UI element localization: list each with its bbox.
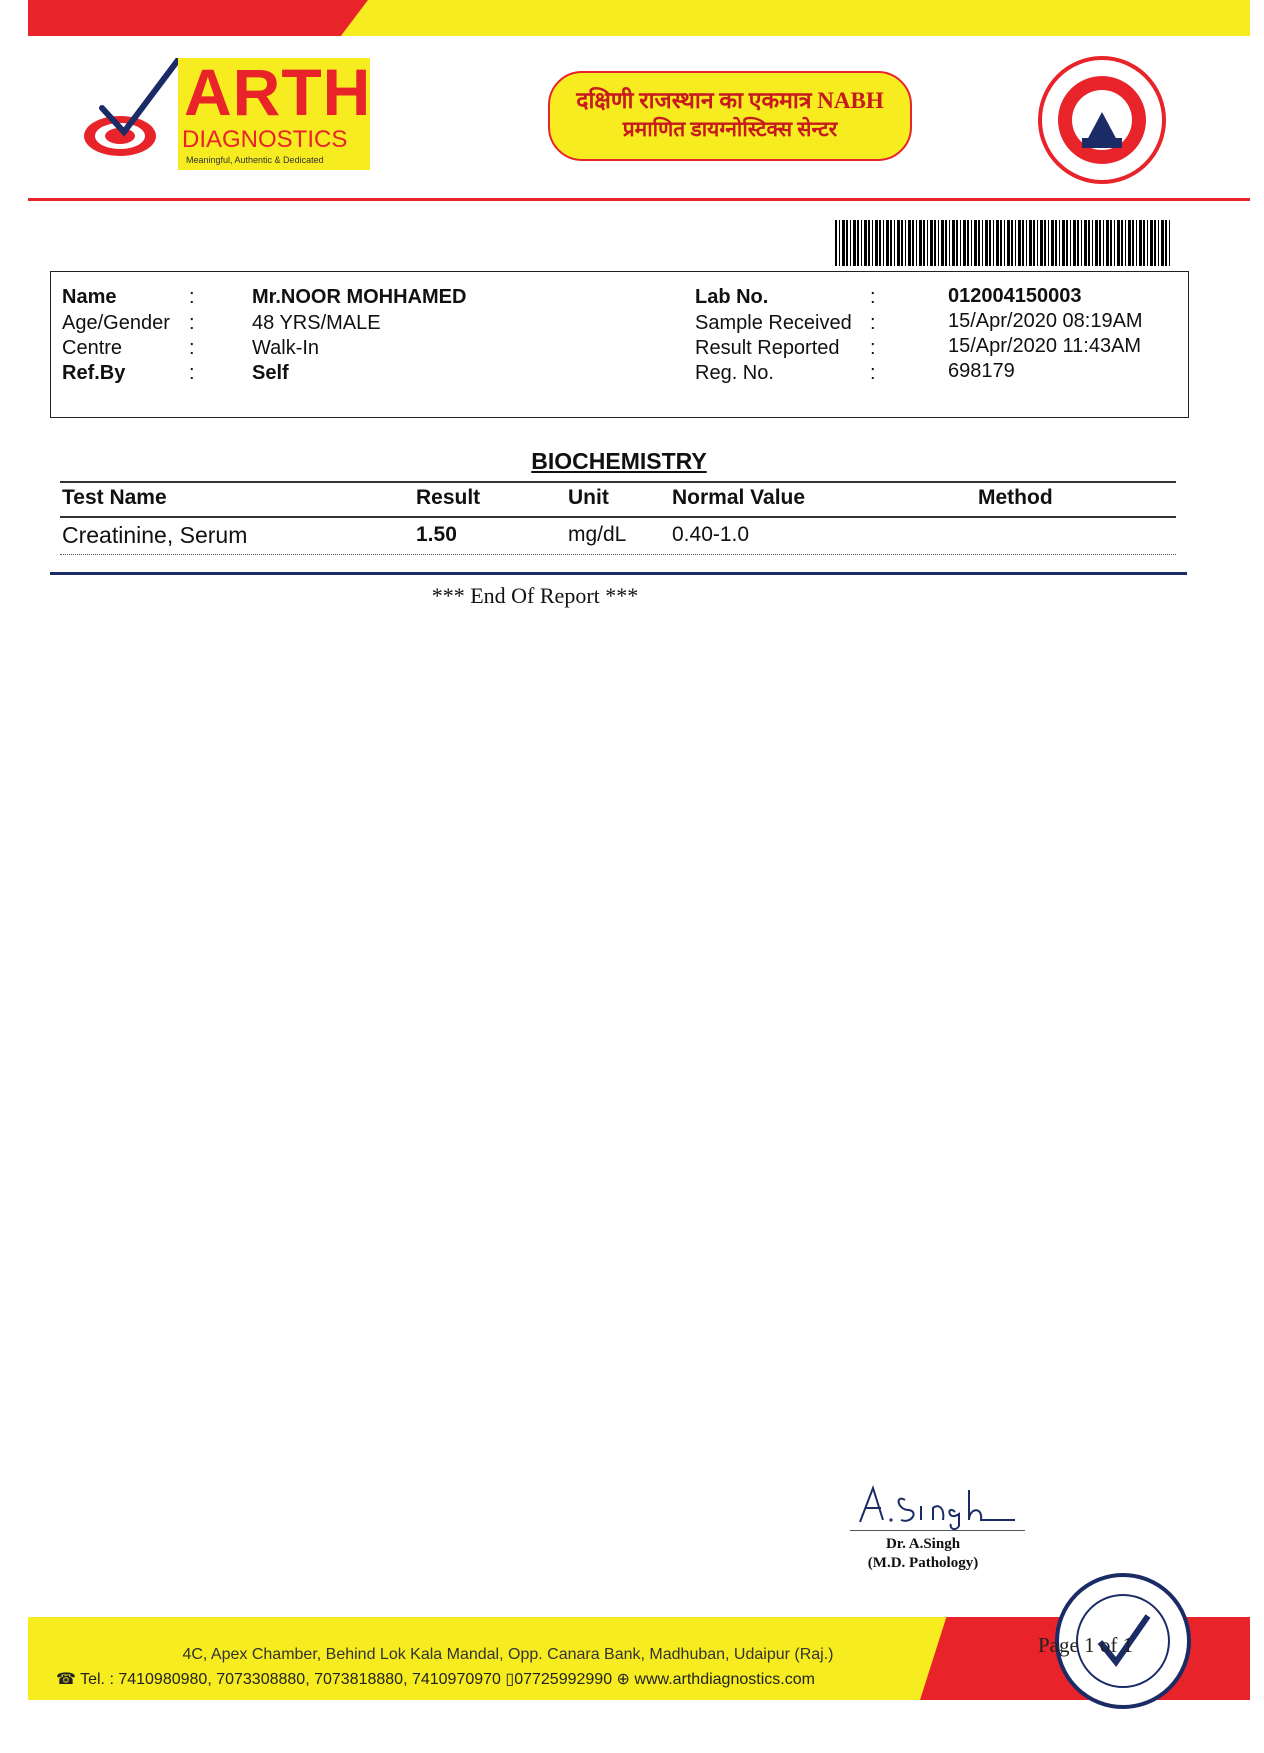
centre-colon: :: [189, 337, 195, 359]
sample-received: 15/Apr/2020 08:19AM: [948, 310, 1143, 332]
brand-subtitle: DIAGNOSTICS: [182, 126, 348, 153]
refby-colon: :: [189, 362, 195, 384]
footer-mobile: 07725992990: [514, 1671, 613, 1688]
banner-line-2: प्रमाणित डायग्नोस्टिक्स सेन्टर: [622, 117, 838, 141]
nabh-seal-icon: [1030, 44, 1180, 194]
received-label: Sample Received: [695, 312, 852, 334]
brand-name: ARTH: [184, 55, 372, 129]
age-colon: :: [189, 312, 195, 334]
footer-tel: Tel. : 7410980980, 7073308880, 7073818880, 7410970970: [80, 1671, 501, 1688]
name-colon: :: [189, 286, 195, 308]
col-test-name: Test Name: [62, 486, 167, 509]
footer-address: 4C, Apex Chamber, Behind Lok Kala Mandal, Opp. Canara Bank, Madhuban, Udaipur (Raj.): [182, 1646, 834, 1663]
row-unit: mg/dL: [568, 523, 627, 546]
barcode: [835, 220, 1170, 266]
target-logo-icon: [80, 58, 180, 168]
banner-line-1: दक्षिणी राजस्थान का एकमात्र NABH: [576, 88, 884, 113]
refby-label: Ref.By: [62, 362, 126, 384]
patient-refby: Self: [252, 362, 289, 384]
table-top-rule: [60, 481, 1176, 483]
col-result: Result: [416, 486, 481, 509]
doctor-name: Dr. A.Singh: [885, 1536, 961, 1552]
received-colon: :: [870, 312, 876, 334]
age-label: Age/Gender: [62, 312, 170, 334]
phone-icon: ☎: [56, 1671, 81, 1688]
labno-label: Lab No.: [695, 286, 769, 308]
regno-label: Reg. No.: [695, 362, 774, 384]
footer-contacts: [56, 1669, 815, 1689]
row-normal-value: 0.40-1.0: [672, 523, 750, 546]
patient-age: 48 YRS/MALE: [252, 312, 381, 334]
signature-line: [850, 1530, 1025, 1531]
top-banner-red: [28, 0, 368, 36]
col-unit: Unit: [568, 486, 609, 509]
reported-colon: :: [870, 337, 876, 359]
section-title: BIOCHEMISTRY: [531, 448, 707, 474]
regno-colon: :: [870, 362, 876, 384]
col-normal-value: Normal Value: [672, 486, 806, 509]
web-icon: ⊕: [616, 1671, 635, 1688]
result-reported: 15/Apr/2020 11:43AM: [948, 335, 1142, 357]
row-test-name: Creatinine, Serum: [62, 522, 248, 548]
row-result: 1.50: [416, 523, 457, 546]
signature-icon: [855, 1480, 1025, 1530]
centre-label: Centre: [62, 337, 123, 359]
patient-name: Mr.NOOR MOHHAMED: [252, 286, 467, 308]
mobile-icon: ▯: [505, 1671, 515, 1688]
patient-centre: Walk-In: [252, 337, 320, 359]
brand-tagline: Meaningful, Authentic & Dedicated: [186, 155, 324, 165]
reported-label: Result Reported: [695, 337, 840, 359]
col-method: Method: [978, 486, 1053, 509]
lab-number: 012004150003: [948, 285, 1082, 307]
nabh-banner: [548, 71, 912, 161]
labno-colon: :: [870, 286, 876, 308]
end-rule: [50, 572, 1187, 575]
row-separator: [60, 554, 1176, 555]
page-number: Page 1 of 1: [1038, 1633, 1134, 1657]
footer-website: www.arthdiagnostics.com: [634, 1671, 815, 1688]
name-label: Name: [62, 286, 117, 308]
header-divider: [28, 198, 1250, 201]
doctor-qualification: (M.D. Pathology): [867, 1555, 979, 1571]
end-of-report: *** End Of Report ***: [431, 583, 639, 608]
table-header-rule: [60, 516, 1176, 518]
reg-number: 698179: [948, 360, 1015, 382]
